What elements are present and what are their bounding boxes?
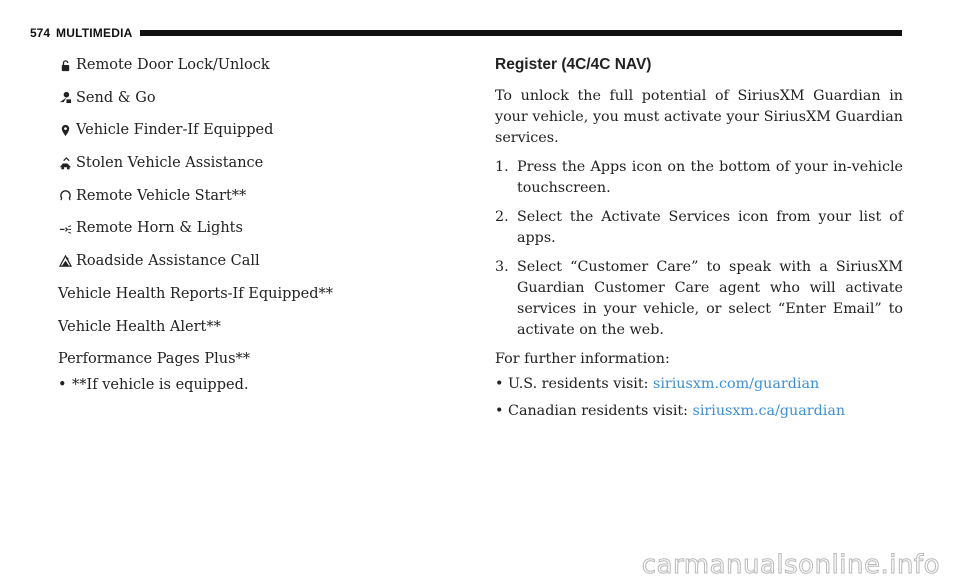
feature-label: Send & Go bbox=[76, 89, 156, 106]
feature-label: Roadside Assistance Call bbox=[76, 253, 260, 270]
section-heading: Register (4C/4C NAV) bbox=[495, 56, 652, 73]
item-vehicle-health-alert: Vehicle Health Alert** bbox=[58, 318, 221, 335]
item-vehicle-health-reports: Vehicle Health Reports-If Equipped** bbox=[58, 285, 334, 302]
link-siriusxm-us[interactable]: siriusxm.com/guardian bbox=[652, 376, 820, 392]
feature-label: Remote Door Lock/Unlock bbox=[76, 57, 270, 73]
step-text: Select “Customer Care” to speak with a SiriusXM Guardian Customer Care agent who will activate services in your vehicle, or select “Enter Email” to activate on the web. bbox=[517, 259, 903, 338]
stolen-vehicle-icon bbox=[58, 156, 72, 170]
roadside-icon bbox=[58, 254, 72, 268]
further-info-label: For further information: bbox=[495, 351, 670, 367]
bullet-symbol: • bbox=[58, 377, 67, 394]
bullet-note bbox=[58, 374, 438, 396]
bullet-text: **If vehicle is equipped. bbox=[72, 377, 249, 394]
step-item bbox=[495, 257, 903, 341]
feature-vehicle-finder bbox=[58, 119, 438, 141]
send-go-icon bbox=[58, 91, 72, 105]
link-siriusxm-ca[interactable]: siriusxm.ca/guardian bbox=[692, 403, 846, 419]
feature-stolen-vehicle bbox=[58, 152, 438, 174]
map-pin-icon bbox=[58, 123, 72, 137]
step-item bbox=[495, 157, 903, 199]
step-number: 2. bbox=[495, 209, 509, 225]
bullet-symbol: • bbox=[495, 403, 504, 419]
feature-remote-door-lock bbox=[58, 54, 438, 76]
watermark: carmanualsonline.info bbox=[641, 550, 940, 580]
horn-lights-icon bbox=[58, 221, 72, 235]
info-canada bbox=[495, 401, 903, 422]
step-number: 1. bbox=[495, 159, 509, 175]
feature-label: Remote Vehicle Start** bbox=[76, 187, 247, 204]
header-rule bbox=[140, 30, 902, 36]
feature-label: Remote Horn & Lights bbox=[76, 220, 243, 237]
step-item bbox=[495, 207, 903, 249]
remote-start-icon bbox=[58, 189, 72, 203]
section-title: MULTIMEDIA bbox=[56, 26, 133, 40]
page-number: 574 bbox=[30, 26, 51, 40]
feature-label: Vehicle Finder-If Equipped bbox=[76, 122, 274, 139]
intro-paragraph: To unlock the full potential of SiriusXM Guardian in your vehicle, you must activate your SiriusXM Guardian services. bbox=[495, 88, 903, 146]
feature-send-go bbox=[58, 87, 438, 109]
info-us bbox=[495, 374, 903, 395]
step-text: Select the Activate Services icon from your list of apps. bbox=[517, 209, 903, 246]
feature-roadside bbox=[58, 250, 438, 272]
info-prefix: U.S. residents visit: bbox=[508, 376, 653, 392]
item-performance-pages: Performance Pages Plus** bbox=[58, 351, 251, 368]
feature-remote-start bbox=[58, 185, 438, 207]
page-header bbox=[30, 24, 902, 42]
info-prefix: Canadian residents visit: bbox=[508, 403, 693, 419]
bullet-symbol: • bbox=[495, 376, 504, 392]
lock-icon bbox=[58, 58, 72, 72]
feature-label: Stolen Vehicle Assistance bbox=[76, 155, 264, 172]
right-column bbox=[495, 54, 903, 428]
left-column bbox=[58, 54, 438, 396]
step-text: Press the Apps icon on the bottom of your in-vehicle touchscreen. bbox=[517, 159, 903, 196]
step-number: 3. bbox=[495, 259, 509, 275]
feature-horn-lights bbox=[58, 217, 438, 239]
